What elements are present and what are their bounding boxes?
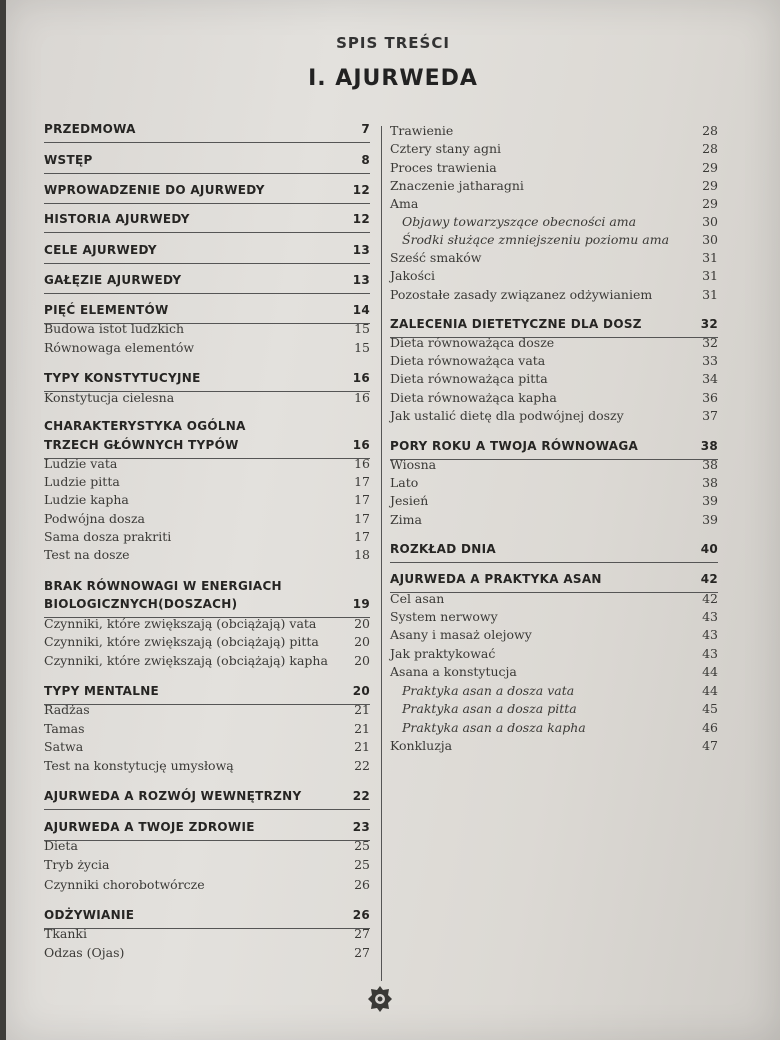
toc-entry-asany-i-masaz-olejowy	[390, 627, 718, 647]
book-page	[6, 0, 780, 1040]
toc-entry-label: CHARAKTERYSTYKA OGÓLNA	[44, 419, 246, 433]
toc-entry-konkluzja	[390, 738, 718, 758]
toc-entry-label: Równowaga elementów	[44, 340, 195, 355]
toc-entry-label: Praktyka asan a dosza vata	[402, 683, 575, 698]
toc-entry-czynniki-ktore-zwiekszaja-obciazaja-kapha	[44, 653, 370, 673]
toc-entry-ludzie-pitta	[44, 474, 370, 494]
toc-entry-czynniki-chorobotworcze	[44, 877, 370, 897]
toc-entry-page: 40	[700, 542, 718, 556]
toc-entry-label: Konstytucja cielesna	[44, 390, 175, 405]
toc-entry-page: 16	[354, 390, 370, 405]
toc-entry-jak-ustalic-diete-dla-podwojnej-doszy	[390, 408, 718, 428]
toc-entry-budowa-istot-ludzkich	[44, 321, 370, 341]
toc-entry-label: Radżas	[44, 702, 90, 717]
toc-entry-konstytucja-cielesna	[44, 390, 370, 410]
toc-entry-podwojna-dosza	[44, 511, 370, 531]
toc-entry-pozostale-zasady-zwiazanez-odzywianiem	[390, 287, 718, 307]
column-divider	[381, 126, 382, 981]
toc-entry-page: 27	[354, 945, 370, 960]
toc-entry-label: Czynniki chorobotwórcze	[44, 877, 205, 892]
toc-entry-praktyka-asan-a-dosza-vata	[390, 683, 718, 703]
toc-entry-page: 16	[352, 371, 370, 385]
toc-entry-label: Konkluzja	[390, 738, 453, 753]
toc-entry-page: 19	[352, 597, 370, 611]
toc-entry-label: Jakości	[390, 268, 435, 283]
toc-section-brak-rownowagi-w-energiach	[44, 579, 370, 599]
toc-entry-dieta-rownowazaca-pitta	[390, 371, 718, 391]
toc-entry-sama-dosza-prakriti	[44, 529, 370, 549]
toc-entry-label: Asana a konstytucja	[390, 664, 517, 679]
toc-entry-page: 17	[354, 511, 370, 526]
toc-entry-label: Ludzie vata	[44, 456, 118, 471]
toc-entry-ama	[390, 196, 718, 216]
toc-entry-proces-trawienia	[390, 160, 718, 180]
toc-section-ajurweda-a-rozwoj-wewnetrzny	[44, 789, 370, 810]
toc-entry-page: 15	[354, 340, 370, 355]
toc-entry-page: 43	[702, 627, 718, 642]
toc-entry-objawy-towarzyszace-obecnosci-ama	[390, 214, 718, 234]
toc-entry-page: 32	[702, 335, 718, 350]
toc-entry-szesc-smakow	[390, 250, 718, 270]
toc-entry-label: Praktyka asan a dosza kapha	[402, 720, 586, 735]
toc-entry-page: 30	[702, 232, 718, 247]
toc-entry-label: Podwójna dosza	[44, 511, 145, 526]
toc-entry-label: ZALECENIA DIETETYCZNE DLA DOSZ	[390, 317, 642, 331]
toc-entry-odzas-ojas	[44, 945, 370, 965]
toc-entry-label: Ludzie pitta	[44, 474, 120, 489]
toc-section-ajurweda-a-praktyka-asan	[390, 572, 718, 593]
toc-entry-srodki-sluzace-zmniejszeniu-poziomu-ama	[390, 232, 718, 252]
toc-entry-page: 20	[354, 634, 370, 649]
toc-entry-label: Dieta równoważąca vata	[390, 353, 546, 368]
toc-entry-page: 29	[702, 196, 718, 211]
toc-entry-lato	[390, 475, 718, 495]
toc-entry-page: 28	[702, 141, 718, 156]
toc-section-galezie-ajurwedy	[44, 273, 370, 294]
toc-entry-label: Test na dosze	[44, 547, 130, 562]
toc-entry-page: 18	[354, 547, 370, 562]
toc-entry-label: BRAK RÓWNOWAGI W ENERGIACH	[44, 579, 282, 593]
toc-entry-page: 44	[702, 683, 718, 698]
toc-entry-label: Tamas	[44, 721, 85, 736]
toc-entry-label: WPROWADZENIE DO AJURWEDY	[44, 183, 265, 197]
toc-heading: SPIS TREŚCI	[336, 34, 450, 52]
toc-entry-page: 38	[700, 439, 718, 453]
toc-entry-page: 21	[354, 702, 370, 717]
toc-section-biologicznych-doszach	[44, 597, 370, 618]
toc-entry-label: TYPY KONSTYTUCYJNE	[44, 371, 201, 385]
toc-entry-satwa	[44, 739, 370, 759]
toc-entry-label: PIĘĆ ELEMENTÓW	[44, 303, 169, 317]
toc-entry-label: Test na konstytucję umysłową	[44, 758, 234, 773]
toc-entry-label: Praktyka asan a dosza pitta	[402, 701, 577, 716]
toc-entry-page: 30	[702, 214, 718, 229]
toc-entry-page: 31	[702, 250, 718, 265]
toc-entry-page: 20	[352, 684, 370, 698]
toc-entry-label: AJURWEDA A ROZWÓJ WEWNĘTRZNY	[44, 789, 302, 803]
toc-entry-label: Budowa istot ludzkich	[44, 321, 185, 336]
toc-entry-label: Znaczenie jatharagni	[390, 178, 524, 193]
toc-entry-page: 15	[354, 321, 370, 336]
toc-entry-page: 21	[354, 739, 370, 754]
toc-entry-label: TRZECH GŁÓWNYCH TYPÓW	[44, 438, 239, 452]
toc-entry-page: 23	[352, 820, 370, 834]
toc-entry-cztery-stany-agni	[390, 141, 718, 161]
toc-entry-page: 45	[702, 701, 718, 716]
toc-entry-page: 26	[354, 877, 370, 892]
toc-entry-page: 25	[354, 838, 370, 853]
toc-entry-page: 8	[361, 153, 370, 167]
toc-entry-dieta-rownowazaca-kapha	[390, 390, 718, 410]
toc-entry-label: ODŻYWIANIE	[44, 908, 135, 922]
toc-entry-page: 16	[354, 456, 370, 471]
toc-entry-page: 14	[352, 303, 370, 317]
toc-entry-page: 42	[700, 572, 718, 586]
chapter-title: I. AJURWEDA	[308, 66, 478, 91]
toc-entry-label: Sześć smaków	[390, 250, 482, 265]
toc-entry-tamas	[44, 721, 370, 741]
toc-entry-page: 21	[354, 721, 370, 736]
toc-section-wprowadzenie-do-ajurwedy	[44, 183, 370, 204]
toc-entry-page: 29	[702, 178, 718, 193]
toc-entry-label: Asany i masaż olejowy	[390, 627, 532, 642]
toc-entry-page: 17	[354, 492, 370, 507]
toc-entry-label: Pozostałe zasady związanez odżywianiem	[390, 287, 653, 302]
toc-entry-label: System nerwowy	[390, 609, 498, 624]
toc-entry-page: 27	[354, 926, 370, 941]
toc-section-historia-ajurwedy	[44, 212, 370, 233]
toc-entry-page: 20	[354, 616, 370, 631]
toc-entry-label: WSTĘP	[44, 153, 93, 167]
toc-entry-label: Proces trawienia	[390, 160, 497, 175]
toc-entry-page: 17	[354, 474, 370, 489]
toc-entry-page: 12	[352, 212, 370, 226]
toc-entry-page: 16	[352, 438, 370, 452]
toc-entry-label: Cel asan	[390, 591, 445, 606]
toc-entry-rownowaga-elementow	[44, 340, 370, 360]
toc-entry-system-nerwowy	[390, 609, 718, 629]
ornament-emblem-icon	[367, 985, 393, 1013]
toc-entry-page: 43	[702, 646, 718, 661]
toc-entry-page: 37	[702, 408, 718, 423]
toc-entry-label: Tryb życia	[44, 857, 110, 872]
toc-entry-label: GAŁĘZIE AJURWEDY	[44, 273, 182, 287]
toc-entry-wiosna	[390, 457, 718, 477]
toc-entry-label: Dieta równoważąca kapha	[390, 390, 557, 405]
toc-entry-label: Dieta	[44, 838, 78, 853]
toc-entry-page: 33	[702, 353, 718, 368]
toc-entry-page: 22	[352, 789, 370, 803]
toc-entry-label: Środki służące zmniejszeniu poziomu ama	[402, 232, 670, 247]
toc-entry-page: 25	[354, 857, 370, 872]
toc-entry-label: Jak praktykować	[390, 646, 496, 661]
toc-entry-label: TYPY MENTALNE	[44, 684, 160, 698]
toc-entry-czynniki-ktore-zwiekszaja-obciazaja-pitta	[44, 634, 370, 654]
toc-entry-page: 20	[354, 653, 370, 668]
toc-entry-tryb-zycia	[44, 857, 370, 877]
toc-entry-page: 17	[354, 529, 370, 544]
toc-entry-page: 28	[702, 123, 718, 138]
toc-entry-page: 31	[702, 268, 718, 283]
toc-entry-label: PRZEDMOWA	[44, 122, 136, 136]
toc-section-charakterystyka-ogolna	[44, 419, 370, 439]
toc-section-rozklad-dnia	[390, 542, 718, 563]
toc-entry-test-na-konstytucje-umyslowa	[44, 758, 370, 778]
toc-entry-label: Wiosna	[390, 457, 437, 472]
toc-entry-page: 13	[352, 243, 370, 257]
toc-entry-label: ROZKŁAD DNIA	[390, 542, 496, 556]
toc-entry-page: 12	[352, 183, 370, 197]
toc-entry-znaczenie-jatharagni	[390, 178, 718, 198]
toc-entry-label: Czynniki, które zwiększają (obciążają) vata	[44, 616, 317, 631]
toc-entry-page: 46	[702, 720, 718, 735]
toc-entry-cel-asan	[390, 591, 718, 611]
toc-entry-jakosci	[390, 268, 718, 288]
toc-entry-label: Lato	[390, 475, 419, 490]
toc-entry-test-na-dosze	[44, 547, 370, 567]
toc-entry-label: Czynniki, które zwiększają (obciążają) pitta	[44, 634, 319, 649]
toc-entry-page: 7	[361, 122, 370, 136]
toc-entry-label: Dieta równoważąca pitta	[390, 371, 548, 386]
toc-entry-czynniki-ktore-zwiekszaja-obciazaja-vata	[44, 616, 370, 636]
toc-entry-ludzie-kapha	[44, 492, 370, 512]
toc-entry-page: 39	[702, 512, 718, 527]
toc-section-wstep	[44, 153, 370, 174]
toc-entry-label: PORY ROKU A TWOJA RÓWNOWAGA	[390, 439, 639, 453]
toc-section-cele-ajurwedy	[44, 243, 370, 264]
toc-entry-label: Trawienie	[390, 123, 454, 138]
toc-entry-page: 32	[700, 317, 718, 331]
toc-entry-praktyka-asan-a-dosza-pitta	[390, 701, 718, 721]
toc-entry-label: AJURWEDA A TWOJE ZDROWIE	[44, 820, 255, 834]
toc-entry-label: CELE AJURWEDY	[44, 243, 157, 257]
toc-entry-label: Ludzie kapha	[44, 492, 129, 507]
toc-entry-page: 31	[702, 287, 718, 302]
toc-entry-page: 26	[352, 908, 370, 922]
toc-entry-page: 29	[702, 160, 718, 175]
toc-entry-page: 47	[702, 738, 718, 753]
toc-entry-zima	[390, 512, 718, 532]
toc-entry-trawienie	[390, 123, 718, 143]
toc-entry-jesien	[390, 493, 718, 513]
toc-entry-label: Tkanki	[44, 926, 87, 941]
toc-section-typy-konstytucyjne	[44, 371, 370, 392]
toc-entry-praktyka-asan-a-dosza-kapha	[390, 720, 718, 740]
toc-entry-label: Cztery stany agni	[390, 141, 502, 156]
toc-entry-dieta-rownowazaca-dosze	[390, 335, 718, 355]
toc-section-przedmowa	[44, 122, 370, 143]
toc-entry-page: 44	[702, 664, 718, 679]
toc-entry-label: Odzas (Ojas)	[44, 945, 125, 960]
toc-entry-label: BIOLOGICZNYCH(DOSZACH)	[44, 597, 238, 611]
toc-entry-label: Zima	[390, 512, 422, 527]
toc-entry-label: Jesień	[390, 493, 429, 508]
toc-entry-label: Czynniki, które zwiększają (obciążają) kapha	[44, 653, 328, 668]
toc-entry-page: 36	[702, 390, 718, 405]
toc-entry-page: 38	[702, 475, 718, 490]
toc-entry-label: AJURWEDA A PRAKTYKA ASAN	[390, 572, 602, 586]
toc-entry-page: 39	[702, 493, 718, 508]
toc-entry-page: 13	[352, 273, 370, 287]
toc-entry-page: 43	[702, 609, 718, 624]
toc-entry-jak-praktykowac	[390, 646, 718, 666]
toc-entry-dieta-rownowazaca-vata	[390, 353, 718, 373]
toc-entry-label: Sama dosza prakriti	[44, 529, 172, 544]
toc-entry-label: Objawy towarzyszące obecności ama	[402, 214, 637, 229]
toc-entry-page: 38	[702, 457, 718, 472]
toc-entry-label: Satwa	[44, 739, 84, 754]
toc-entry-radzas	[44, 702, 370, 722]
toc-entry-asana-a-konstytucja	[390, 664, 718, 684]
toc-entry-label: Dieta równoważąca dosze	[390, 335, 555, 350]
toc-entry-dieta	[44, 838, 370, 858]
toc-entry-page: 34	[702, 371, 718, 386]
toc-entry-label: Jak ustalić dietę dla podwójnej doszy	[390, 408, 624, 423]
toc-entry-page: 22	[354, 758, 370, 773]
toc-entry-page: 42	[702, 591, 718, 606]
toc-entry-ludzie-vata	[44, 456, 370, 476]
toc-entry-label: Ama	[390, 196, 419, 211]
toc-entry-tkanki	[44, 926, 370, 946]
toc-entry-label: HISTORIA AJURWEDY	[44, 212, 190, 226]
